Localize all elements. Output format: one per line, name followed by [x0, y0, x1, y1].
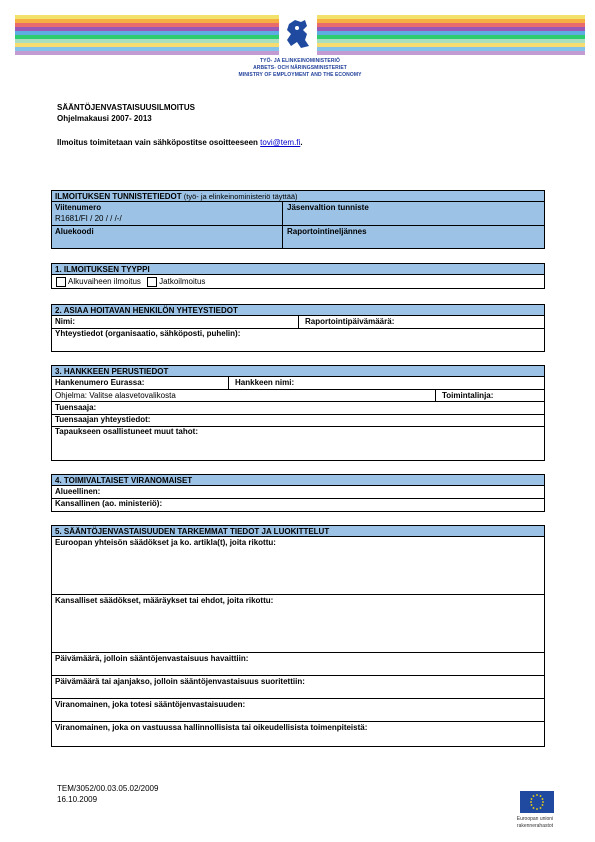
- eu-label-line1: Euroopan unioni: [516, 816, 554, 822]
- section-authorities: [51, 474, 545, 512]
- email-link[interactable]: tovi@tem.fi: [260, 138, 301, 147]
- viitenumero-field[interactable]: R1681/FI / 20 / / /-/: [55, 214, 122, 223]
- divider: [228, 377, 229, 389]
- eu-label-line2: rakennerahastot: [516, 823, 554, 829]
- eu-flag-icon: [520, 791, 554, 813]
- divider: [298, 316, 299, 328]
- project-name-field[interactable]: Hankkeen nimi:: [235, 378, 295, 387]
- initial-notice-checkbox[interactable]: [56, 277, 66, 287]
- notice-suffix: .: [300, 138, 303, 147]
- document-title: SÄÄNTÖJENVASTAISUUSILMOITUS: [57, 103, 195, 112]
- eu-stars-icon: [520, 791, 554, 813]
- detection-date-field[interactable]: Päivämäärä, jolloin sääntöjenvastaisuus havaittiin:: [55, 654, 249, 663]
- eu-regulations-field[interactable]: Euroopan yhteisön säädökset ja ko. artikla(t), joita rikottu:: [55, 538, 276, 547]
- regional-authority-field[interactable]: Alueellinen:: [55, 487, 101, 496]
- section-header: 1. ILMOITUKSEN TYYPPI: [52, 264, 544, 275]
- footer-date: 16.10.2009: [57, 795, 98, 804]
- responsible-authority-field[interactable]: Viranomainen, joka on vastuussa hallinnollisista tai oikeudellisista toimenpiteistä:: [55, 723, 368, 732]
- nimi-field[interactable]: Nimi:: [55, 317, 75, 326]
- section-header: 5. SÄÄNTÖJENVASTAISUUDEN TARKEMMAT TIEDOT JA LUOKITTELUT: [52, 526, 544, 537]
- followup-notice-label: Jatkoilmoitus: [159, 277, 206, 287]
- section-header: 2. ASIAA HOITAVAN HENKILÖN YHTEYSTIEDOT: [52, 305, 544, 316]
- section-identification: [51, 190, 545, 249]
- section-irregularity-details: [51, 525, 545, 747]
- beneficiary-field[interactable]: Tuensaaja:: [55, 403, 97, 412]
- notice-type-options: [52, 276, 208, 288]
- reporting-date-field[interactable]: Raportointipäivämäärä:: [305, 317, 395, 326]
- ministry-name-en: MINISTRY OF EMPLOYMENT AND THE ECONOMY: [238, 72, 362, 78]
- section-note: (työ- ja elinkeinoministeriö täyttää): [181, 192, 298, 201]
- initial-notice-label: Alkuvaiheen ilmoitus: [68, 277, 141, 287]
- ministry-name-fi: TYÖ- JA ELINKEINOMINISTERIÖ: [259, 58, 341, 64]
- raportointineljannes-field[interactable]: Raportointineljännes: [287, 227, 367, 236]
- submission-notice: [57, 138, 303, 147]
- section-header: 3. HANKKEEN PERUSTIEDOT: [52, 366, 544, 377]
- jasenvaltio-label: Jäsenvaltion tunniste: [287, 203, 369, 212]
- aluekoodi-field[interactable]: Aluekoodi: [55, 227, 94, 236]
- lion-logo-icon: [285, 18, 311, 50]
- section-header: 4. TOIMIVALTAISET VIRANOMAISET: [52, 475, 544, 486]
- contact-info-field[interactable]: Yhteystiedot (organisaatio, sähköposti, puhelin):: [55, 329, 241, 338]
- divider: [435, 389, 436, 401]
- other-parties-field[interactable]: Tapaukseen osallistuneet muut tahot:: [55, 427, 198, 436]
- ministry-name-sv: ARBETS- OCH NÄRINGSMINISTERIET: [253, 65, 347, 71]
- section-notice-type: [51, 263, 545, 289]
- section-header: [52, 191, 544, 202]
- project-number-field[interactable]: Hankenumero Eurassa:: [55, 378, 145, 387]
- national-regulations-field[interactable]: Kansalliset säädökset, määräykset tai ehdot, joita rikottu:: [55, 596, 274, 605]
- footer-code: TEM/3052/00.03.05.02/2009: [57, 784, 159, 793]
- followup-notice-checkbox[interactable]: [147, 277, 157, 287]
- section-body: [52, 202, 544, 248]
- section-project-info: [51, 365, 545, 461]
- beneficiary-contact-field[interactable]: Tuensaajan yhteystiedot:: [55, 415, 151, 424]
- row-divider: [52, 401, 544, 402]
- section-contact-person: [51, 304, 545, 352]
- program-dropdown[interactable]: Ohjelma: Valitse alasvetovalikosta: [55, 391, 176, 400]
- priority-axis-field[interactable]: Toimintalinja:: [442, 391, 494, 400]
- viitenumero-label: Viitenumero: [55, 203, 102, 212]
- occurrence-period-field[interactable]: Päivämäärä tai ajanjakso, jolloin sääntöjenvastaisuus suoritettiin:: [55, 677, 305, 686]
- document-subtitle: Ohjelmakausi 2007- 2013: [57, 114, 152, 123]
- detecting-authority-field[interactable]: Viranomainen, joka totesi sääntöjenvastaisuuden:: [55, 700, 246, 709]
- national-authority-field[interactable]: Kansallinen (ao. ministeriö):: [55, 499, 163, 508]
- section-title: ILMOITUKSEN TUNNISTETIEDOT: [55, 192, 182, 201]
- notice-text: Ilmoitus toimitetaan vain sähköpostitse osoitteeseen: [57, 138, 261, 147]
